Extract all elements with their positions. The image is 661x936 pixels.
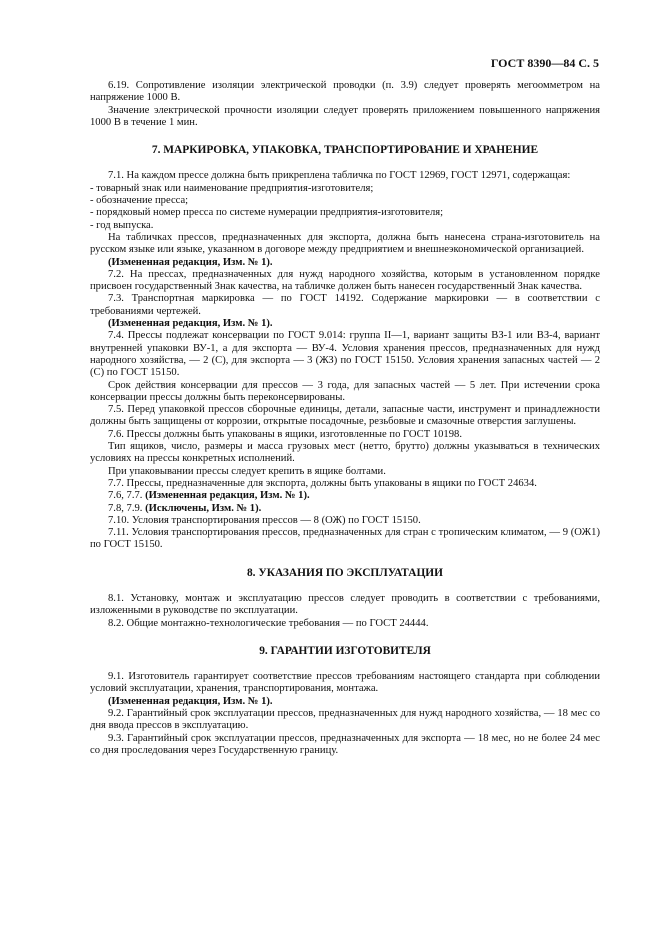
document-body	[90, 80, 600, 757]
paragraph-7-1-export: На табличках прессов, предназначенных для экспорта, должна быть нанесена страна-изготовитель на русском языке или языке, указанном в договоре между предприятием и внешнеэкономической организацией.	[90, 231, 600, 256]
list-item: - обозначение пресса;	[90, 195, 189, 207]
paragraph-8-1: 8.1. Установку, монтаж и эксплуатацию прессов следует проводить в соответствии с требованиями, изложенными в руководстве по эксплуатации.	[90, 592, 600, 617]
paragraph-9-1: 9.1. Изготовитель гарантирует соответствие прессов требованиям настоящего стандарта при соблюдении условий эксплуатации, хранения, транспортирования, монтажа.	[90, 671, 600, 695]
page-header: ГОСТ 8390—84 С. 5	[490, 56, 599, 70]
excluded-note: (Исключены, Изм. № 1).	[145, 502, 262, 514]
paragraph-7-6-b: Тип ящиков, число, размеры и масса грузовых мест (нетто, брутто) должны указываться в технических условиях на прессы конкретных исполнений.	[90, 441, 600, 465]
paragraph-6-19-b: Значение электрической прочности изоляции следует проверять приложением повышенного напряжения 1000 В в течение 1 мин.	[90, 104, 600, 128]
paragraph-7-5: 7.5. Перед упаковкой прессов сборочные единицы, детали, запасные части, инструмент и принадлежности должны быть защищены от коррозии, открытые посадочные, резьбовые и смазочные отверстия заглушены.	[90, 404, 600, 428]
paragraph-7-6-c: При упаковывании прессы следует крепить в ящике болтами.	[108, 465, 386, 477]
paragraph-7-11: 7.11. Условия транспортирования прессов, предназначенных для стран с тропическим климатом, — 9 (ОЖ1) по ГОСТ 15150.	[90, 527, 600, 551]
amendment-note: (Измененная редакция, Изм. № 1).	[108, 695, 273, 707]
paragraph-7-10: 7.10. Условия транспортирования прессов — 8 (ОЖ) по ГОСТ 15150.	[108, 514, 421, 526]
paragraph-7-6-7-7-note	[90, 490, 600, 502]
section-9-title: 9. ГАРАНТИИ ИЗГОТОВИТЕЛЯ	[259, 644, 431, 657]
paragraph-9-2: 9.2. Гарантийный срок эксплуатации прессов, предназначенных для нужд народного хозяйства, — 18 мес со дня ввода прессов в эксплуатацию.	[90, 708, 600, 732]
list-item: - порядковый номер пресса по системе нумерации предприятия-изготовителя;	[90, 207, 444, 219]
paragraph-7-4: 7.4. Прессы подлежат консервации по ГОСТ 9.014: группа II—1, вариант защиты ВЗ-1 или ВЗ-4, вариант внутренней упаковки ВУ-1, а для экспорта — ВУ-4. Условия хранения прессов, предназначенных для нужд народного хозяйства, — 2 (С), для экспорта — 3 (ЖЗ) по ГОСТ 15150. Условия хранения запасных частей — 2 (С) по ГОСТ 15150.	[90, 330, 600, 379]
paragraph-7-1: 7.1. На каждом прессе должна быть прикреплена табличка по ГОСТ 12969, ГОСТ 12971, содержащая:	[108, 170, 571, 182]
paragraph-7-3: 7.3. Транспортная маркировка — по ГОСТ 14192. Содержание маркировки — в соответствии с требованиями чертежей.	[90, 293, 600, 317]
list-item: - год выпуска.	[90, 219, 154, 231]
amendment-note: (Измененная редакция, Изм. № 1).	[108, 318, 273, 330]
paragraph-7-7: 7.7. Прессы, предназначенные для экспорта, должны быть упакованы в ящики по ГОСТ 24634.	[108, 477, 537, 489]
amendment-note: (Измененная редакция, Изм. № 1).	[145, 490, 310, 502]
section-8-title: 8. УКАЗАНИЯ ПО ЭКСПЛУАТАЦИИ	[246, 566, 444, 579]
paragraph-7-8-7-9-note	[90, 503, 600, 515]
paragraph-7-6: 7.6. Прессы должны быть упакованы в ящики, изготовленные по ГОСТ 10198.	[108, 428, 462, 440]
amendment-note: (Измененная редакция, Изм. № 1).	[108, 256, 273, 268]
list-item: - товарный знак или наименование предприятия-изготовителя;	[90, 182, 374, 194]
paragraph-6-19: 6.19. Сопротивление изоляции электрической проводки (п. 3.9) следует проверять мегоомметром на напряжение 1000 В.	[90, 80, 600, 104]
clause-label: 7.8, 7.9.	[108, 502, 143, 514]
paragraph-7-2: 7.2. На прессах, предназначенных для нужд народного хозяйства, которым в установленном порядке присвоен государственный Знак качества, на табличке должен быть нанесен государственный Знак качества.	[90, 268, 600, 293]
paragraph-9-3: 9.3. Гарантийный срок эксплуатации прессов, предназначенных для экспорта — 18 мес, но не более 24 мес со дня проследования через Государственную границу.	[90, 732, 600, 756]
section-7-title: 7. МАРКИРОВКА, УПАКОВКА, ТРАНСПОРТИРОВАНИЕ И ХРАНЕНИЕ	[151, 144, 539, 157]
paragraph-7-4-b: Срок действия консервации для прессов — 3 года, для запасных частей — 5 лет. При истечении срока консервации прессы должны быть переконсервированы.	[90, 379, 600, 403]
clause-label: 7.6, 7.7.	[108, 490, 143, 502]
paragraph-8-2: 8.2. Общие монтажно-технологические требования — по ГОСТ 24444.	[108, 617, 429, 629]
